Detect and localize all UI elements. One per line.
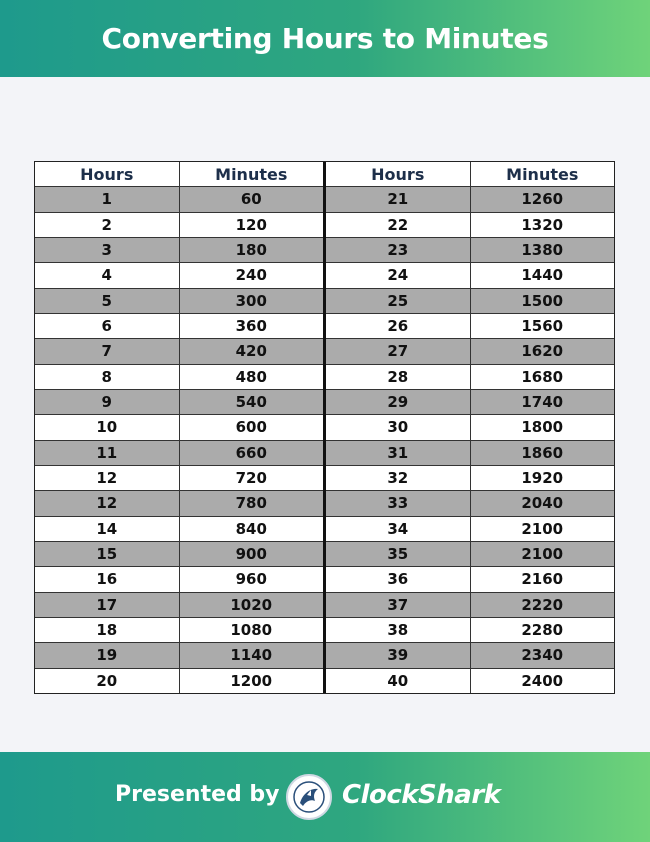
hours-cell: 17 bbox=[35, 593, 180, 617]
hours-cell: 12 bbox=[35, 491, 180, 515]
minutes-cell: 1380 bbox=[521, 241, 564, 260]
hours-cell: 40 bbox=[326, 669, 471, 693]
table-row bbox=[35, 567, 323, 592]
table-row bbox=[35, 415, 323, 440]
minutes-cell: 1560 bbox=[521, 317, 564, 336]
table-row bbox=[326, 289, 614, 314]
minutes-cell: 1860 bbox=[521, 443, 564, 462]
hours-cell: 29 bbox=[326, 390, 471, 414]
table-row bbox=[326, 390, 614, 415]
table-header-row bbox=[35, 162, 323, 187]
minutes-cell: 2280 bbox=[521, 621, 564, 640]
table-row bbox=[326, 466, 614, 491]
table-row bbox=[35, 213, 323, 238]
table-row bbox=[35, 466, 323, 491]
hours-cell: 6 bbox=[35, 314, 180, 338]
table-row bbox=[326, 618, 614, 643]
table-left-half bbox=[35, 162, 326, 693]
minutes-cell: 1260 bbox=[521, 190, 564, 209]
minutes-cell: 720 bbox=[235, 469, 267, 488]
table-row bbox=[326, 643, 614, 668]
table-row bbox=[35, 314, 323, 339]
shark-logo-icon bbox=[286, 774, 332, 820]
hours-cell: 9 bbox=[35, 390, 180, 414]
hours-cell: 10 bbox=[35, 415, 180, 439]
hours-cell: 19 bbox=[35, 643, 180, 667]
minutes-cell: 1920 bbox=[521, 469, 564, 488]
hours-cell: 21 bbox=[326, 187, 471, 211]
hours-cell: 25 bbox=[326, 289, 471, 313]
page-footer bbox=[0, 752, 650, 842]
minutes-cell: 2400 bbox=[521, 671, 564, 690]
table-row bbox=[326, 567, 614, 592]
minutes-cell: 540 bbox=[235, 393, 267, 412]
hours-cell: 35 bbox=[326, 542, 471, 566]
table-row bbox=[326, 441, 614, 466]
minutes-cell: 600 bbox=[235, 418, 267, 437]
minutes-cell: 1320 bbox=[521, 215, 564, 234]
hours-cell: 23 bbox=[326, 238, 471, 262]
table-row bbox=[35, 263, 323, 288]
minutes-cell: 2160 bbox=[521, 570, 564, 589]
page-header bbox=[0, 0, 650, 77]
minutes-cell: 2340 bbox=[521, 646, 564, 665]
column-header-minutes: Minutes bbox=[215, 164, 288, 184]
table-row bbox=[35, 289, 323, 314]
minutes-cell: 2100 bbox=[521, 519, 564, 538]
table-row bbox=[35, 187, 323, 212]
minutes-cell: 780 bbox=[235, 494, 267, 513]
minutes-cell: 900 bbox=[235, 545, 267, 564]
table-row bbox=[35, 238, 323, 263]
table-row bbox=[326, 669, 614, 693]
column-header-minutes: Minutes bbox=[506, 164, 579, 184]
table-row bbox=[35, 339, 323, 364]
hours-cell: 18 bbox=[35, 618, 180, 642]
table-row bbox=[35, 365, 323, 390]
minutes-cell: 2220 bbox=[521, 595, 564, 614]
minutes-cell: 420 bbox=[235, 342, 267, 361]
minutes-cell: 300 bbox=[235, 291, 267, 310]
hours-cell: 12 bbox=[35, 466, 180, 490]
table-row bbox=[35, 517, 323, 542]
table-row bbox=[35, 542, 323, 567]
column-header-hours: Hours bbox=[326, 162, 471, 186]
minutes-cell: 240 bbox=[235, 266, 267, 285]
minutes-cell: 360 bbox=[235, 317, 267, 336]
minutes-cell: 1200 bbox=[230, 671, 273, 690]
table-row bbox=[326, 491, 614, 516]
hours-cell: 14 bbox=[35, 517, 180, 541]
minutes-cell: 180 bbox=[235, 241, 267, 260]
presented-by-label: Presented by bbox=[115, 782, 280, 807]
minutes-cell: 1680 bbox=[521, 367, 564, 386]
brand-name: ClockShark bbox=[342, 780, 501, 810]
hours-cell: 37 bbox=[326, 593, 471, 617]
minutes-cell: 1440 bbox=[521, 266, 564, 285]
table-header-row bbox=[326, 162, 614, 187]
hours-cell: 32 bbox=[326, 466, 471, 490]
table-row bbox=[35, 643, 323, 668]
minutes-cell: 480 bbox=[235, 367, 267, 386]
minutes-cell: 960 bbox=[235, 570, 267, 589]
conversion-table bbox=[34, 161, 615, 694]
minutes-cell: 2100 bbox=[521, 545, 564, 564]
table-row bbox=[326, 365, 614, 390]
table-row bbox=[326, 187, 614, 212]
hours-cell: 5 bbox=[35, 289, 180, 313]
hours-cell: 30 bbox=[326, 415, 471, 439]
minutes-cell: 660 bbox=[235, 443, 267, 462]
minutes-cell: 60 bbox=[240, 190, 262, 209]
table-row bbox=[326, 517, 614, 542]
table-row bbox=[326, 238, 614, 263]
hours-cell: 31 bbox=[326, 441, 471, 465]
minutes-cell: 1800 bbox=[521, 418, 564, 437]
minutes-cell: 1620 bbox=[521, 342, 564, 361]
hours-cell: 7 bbox=[35, 339, 180, 363]
table-row bbox=[35, 441, 323, 466]
hours-cell: 27 bbox=[326, 339, 471, 363]
table-row bbox=[35, 491, 323, 516]
table-row bbox=[326, 314, 614, 339]
hours-cell: 2 bbox=[35, 213, 180, 237]
hours-cell: 11 bbox=[35, 441, 180, 465]
hours-cell: 24 bbox=[326, 263, 471, 287]
hours-cell: 20 bbox=[35, 669, 180, 693]
table-row bbox=[35, 593, 323, 618]
hours-cell: 3 bbox=[35, 238, 180, 262]
hours-cell: 26 bbox=[326, 314, 471, 338]
minutes-cell: 840 bbox=[235, 519, 267, 538]
table-row bbox=[35, 669, 323, 693]
hours-cell: 1 bbox=[35, 187, 180, 211]
column-header-hours: Hours bbox=[35, 162, 180, 186]
hours-cell: 34 bbox=[326, 517, 471, 541]
table-row bbox=[326, 263, 614, 288]
hours-cell: 8 bbox=[35, 365, 180, 389]
table-right-half bbox=[326, 162, 614, 693]
hours-cell: 38 bbox=[326, 618, 471, 642]
hours-cell: 33 bbox=[326, 491, 471, 515]
hours-cell: 36 bbox=[326, 567, 471, 591]
minutes-cell: 1080 bbox=[230, 621, 273, 640]
table-row bbox=[326, 339, 614, 364]
minutes-cell: 1500 bbox=[521, 291, 564, 310]
page-title: Converting Hours to Minutes bbox=[101, 22, 549, 55]
table-row bbox=[326, 213, 614, 238]
minutes-cell: 120 bbox=[235, 215, 267, 234]
hours-cell: 39 bbox=[326, 643, 471, 667]
hours-cell: 28 bbox=[326, 365, 471, 389]
hours-cell: 22 bbox=[326, 213, 471, 237]
table-row bbox=[35, 618, 323, 643]
table-row bbox=[326, 542, 614, 567]
hours-cell: 15 bbox=[35, 542, 180, 566]
hours-cell: 16 bbox=[35, 567, 180, 591]
table-row bbox=[326, 415, 614, 440]
hours-cell: 4 bbox=[35, 263, 180, 287]
minutes-cell: 1740 bbox=[521, 393, 564, 412]
table-row bbox=[35, 390, 323, 415]
table-row bbox=[326, 593, 614, 618]
minutes-cell: 1020 bbox=[230, 595, 273, 614]
minutes-cell: 1140 bbox=[230, 646, 273, 665]
minutes-cell: 2040 bbox=[521, 494, 564, 513]
